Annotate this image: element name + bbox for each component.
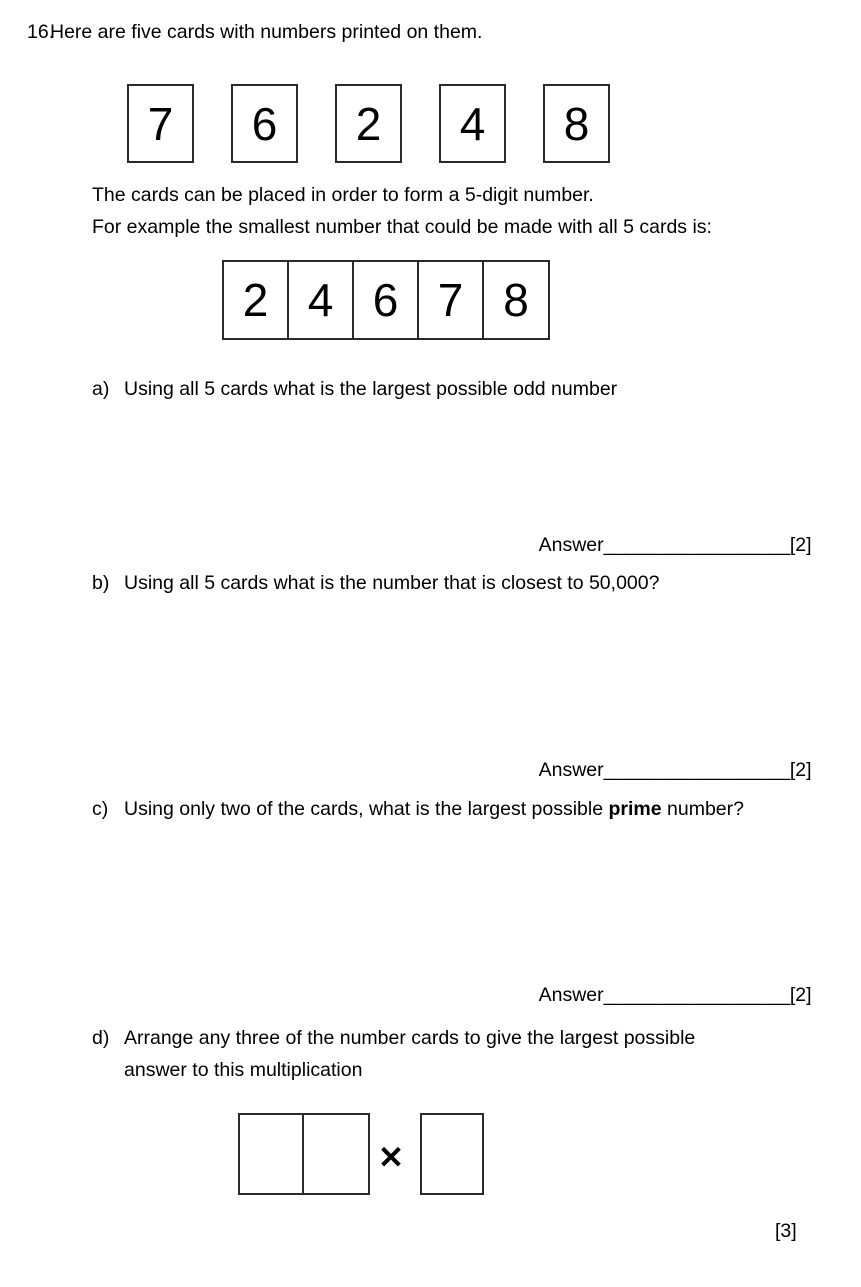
answer-blank[interactable]: __________________ xyxy=(603,984,790,1006)
part-label-c: c) xyxy=(92,798,109,820)
number-card[interactable]: 2 xyxy=(335,84,402,163)
part-label-a: a) xyxy=(92,378,110,400)
marks-b: [2] xyxy=(789,759,812,781)
answer-line-c xyxy=(518,959,812,1031)
marks-a: [2] xyxy=(789,534,812,556)
example-digit-cell: 8 xyxy=(503,274,529,326)
number-card[interactable]: 7 xyxy=(127,84,194,163)
intro-line-2: For example the smallest number that could be made with all 5 cards is: xyxy=(92,216,712,238)
answer-line-b xyxy=(518,734,812,806)
answer-label: Answer xyxy=(538,759,604,781)
part-c-emphasis: prime xyxy=(608,798,662,820)
marks-d: [3] xyxy=(775,1220,797,1242)
part-text-a: Using all 5 cards what is the largest possible odd number xyxy=(124,378,618,400)
part-text-d-line-2: answer to this multiplication xyxy=(124,1059,363,1081)
number-card[interactable]: 4 xyxy=(439,84,506,163)
answer-blank[interactable]: __________________ xyxy=(603,759,790,781)
example-digit-cell: 4 xyxy=(289,262,354,338)
operand-box-tens[interactable] xyxy=(240,1115,304,1193)
part-text-c xyxy=(124,797,744,821)
example-number-strip xyxy=(222,260,550,340)
intro-line-1: The cards can be placed in order to form a 5-digit number. xyxy=(92,184,594,206)
part-text-b: Using all 5 cards what is the number that is closest to 50,000? xyxy=(124,572,660,594)
answer-blank[interactable]: __________________ xyxy=(603,534,790,556)
part-c-text-after: number? xyxy=(661,798,744,820)
number-card[interactable]: 8 xyxy=(543,84,610,163)
example-digit-cell: 6 xyxy=(354,262,419,338)
multiplication-operand-boxes[interactable] xyxy=(238,1113,370,1195)
part-label-d: d) xyxy=(92,1027,110,1049)
question-number: 16. xyxy=(27,21,55,43)
number-card[interactable]: 6 xyxy=(231,84,298,163)
multiplier-box[interactable] xyxy=(420,1113,484,1195)
multiply-icon: ✕ xyxy=(378,1140,404,1175)
part-label-b: b) xyxy=(92,572,110,594)
marks-c: [2] xyxy=(789,984,812,1006)
part-c-text-before: Using only two of the cards, what is the largest possible xyxy=(124,798,609,820)
answer-label: Answer xyxy=(538,984,604,1006)
example-digit-cell: 2 xyxy=(224,262,289,338)
operand-box-units[interactable] xyxy=(304,1115,368,1193)
example-digit-cell: 7 xyxy=(419,262,484,338)
question-stem: Here are five cards with numbers printed on them. xyxy=(50,21,483,43)
answer-label: Answer xyxy=(538,534,604,556)
part-text-d-line-1: Arrange any three of the number cards to give the largest possible xyxy=(124,1027,696,1049)
